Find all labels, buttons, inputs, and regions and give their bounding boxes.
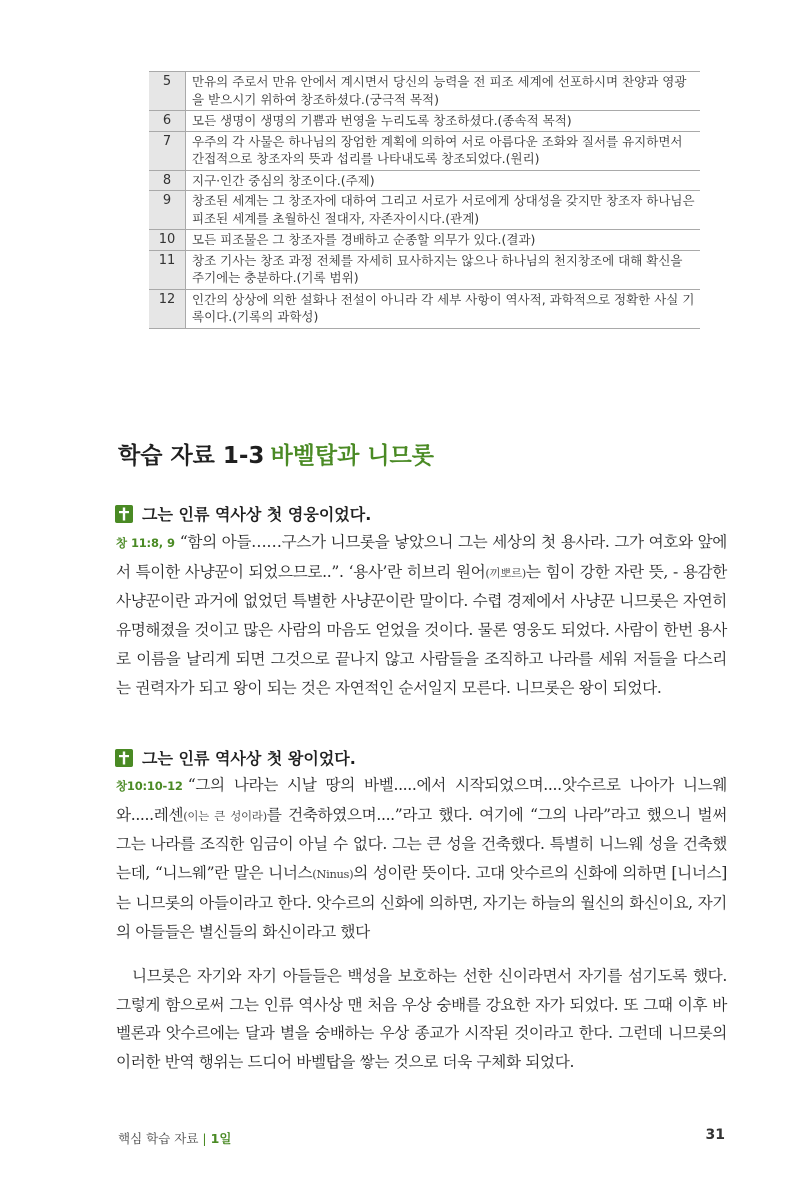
- subheading-text: 그는 인류 역사상 첫 영웅이었다.: [142, 505, 372, 524]
- row-text: 모든 피조물은 그 창조자를 경배하고 순종할 의무가 있다.(결과): [186, 230, 701, 251]
- row-text: 창조된 세계는 그 창조자에 대하여 그리고 서로가 서로에게 상대성을 갖지만 창조자 하나님은 피조된 세계를 초월하신 절대자, 자존자이시다.(관계): [186, 191, 701, 230]
- row-text: 창조 기사는 창조 과정 전체를 자세히 묘사하지는 않으나 하나님의 천지창조에 대해 확신을 주기에는 충분하다.(기록 범위): [186, 250, 701, 289]
- section-heading: 바벨탑과 니므롯: [270, 443, 434, 469]
- row-number: 11: [149, 250, 186, 289]
- row-text: 모든 생명이 생명의 기쁨과 번영을 누리도록 창조하셨다.(종속적 목적): [186, 111, 701, 132]
- page-footer: [118, 1129, 231, 1147]
- footer-separator: |: [202, 1131, 207, 1146]
- footer-day: 1일: [210, 1131, 232, 1146]
- paragraph-idolatry: 니므롯은 자기와 자기 아들들은 백성을 보호하는 선한 신이라면서 자기를 섬기도록 했다. 그렇게 함으로써 그는 인류 역사상 맨 처음 우상 숭배를 강요한 자가 되었다. 또 그때 이후 바벨론과 앗수르에는 달과 별을 숭배하는 우상 종교가 시작된 것이라고 한다. 그런데 니므롯의 이러한 반역 행위는 드디어 바벨탑을 쌓는 것으로 더욱 구체화 되었다.: [116, 967, 727, 1072]
- cross-icon: [115, 749, 133, 767]
- table-row: [149, 72, 700, 111]
- table-row: [149, 191, 700, 230]
- row-number: 7: [149, 131, 186, 170]
- row-text: 만유의 주로서 만유 안에서 계시면서 당신의 능력을 전 피조 세계에 선포하시며 찬양과 영광을 받으시기 위하여 창조하셨다.(궁극적 목적): [186, 72, 701, 111]
- row-text: 우주의 각 사물은 하나님의 장엄한 계획에 의하여 서로 아름다운 조화와 질서를 유지하면서 간접적으로 창조자의 뜻과 섭리를 나타내도록 창조되었다.(원리): [186, 131, 701, 170]
- paragraph-hero: 창 11:8, 9 “함의 아들……구스가 니므롯을 낳았으니 그는 세상의 첫 용사라. 그가 여호와 앞에서 특이한 사냥꾼이 되었으므로..”. ‘용사’란 히브리 원어(끼뽀르)는 힘이 강한 자란 뜻, - 용감한 사냥꾼이란 과거에 없었던 특별한 사냥꾼이란 말이다. 수렵 경제에서 사냥꾼 니므롯은 자연히 유명해졌을 것이고 많은 사람의 마음도 얻었을 것이다. 물론 영웅도 되었다. 사람이 한번 용사로 이름을 날리게 되면 그것으로 끝나지 않고 사람들을 조직하고 나라를 세워 저들을 다스리는 권력자가 되고 왕이 되는 것은 자연적인 순서일지 모른다. 니므롯은 왕이 되었다.: [116, 533, 728, 697]
- table-row: [149, 170, 700, 191]
- creation-principles-table: [149, 71, 700, 329]
- table-row: [149, 111, 700, 132]
- row-text: 인간의 상상에 의한 설화나 전설이 아니라 각 세부 사항이 역사적, 과학적으로 정확한 사실 기록이다.(기록의 과학성): [186, 289, 701, 328]
- row-text: 지구·인간 중심의 창조이다.(주제): [186, 170, 701, 191]
- row-number: 6: [149, 111, 186, 132]
- subheading-king: [115, 746, 356, 769]
- section-label: 학습 자료 1-3: [118, 443, 265, 469]
- row-number: 9: [149, 191, 186, 230]
- row-number: 5: [149, 72, 186, 111]
- row-number: 12: [149, 289, 186, 328]
- table-row: [149, 289, 700, 328]
- page-number: 31: [705, 1127, 725, 1143]
- section-title: [118, 437, 434, 470]
- cross-icon: [115, 505, 133, 523]
- table-row: [149, 250, 700, 289]
- subheading-text: 그는 인류 역사상 첫 왕이었다.: [142, 749, 356, 768]
- paragraph-king: 창10:10-12 “그의 나라는 시날 땅의 바벨.....에서 시작되었으며....앗수르로 나아가 니느웨와.....레센(이는 큰 성이라)를 건축하였으며....”라고 했다. 여기에 “그의 나라”라고 했으니 벌써 그는 나라를 조직한 임금이 아닐 수 없다. 그는 큰 성을 건축했다. 특별히 니느웨 성을 건축했는데, “니느웨”란 말은 니너스(Ninus)의 성이란 뜻이다. 고대 앗수르의 신화에 의하면 [니너스]는 니므롯의 아들이라고 한다. 앗수르의 신화에 의하면, 자기는 하늘의 월신의 화신이요, 자기의 아들들은 별신들의 화신이라고 했다: [116, 776, 727, 941]
- footer-label: 핵심 학습 자료: [118, 1131, 199, 1146]
- scripture-ref: 창10:10-12: [116, 779, 183, 793]
- table-row: [149, 131, 700, 170]
- scripture-ref: 창 11:8, 9: [116, 536, 175, 550]
- subheading-hero: [115, 502, 371, 525]
- table-row: [149, 230, 700, 251]
- row-number: 8: [149, 170, 186, 191]
- row-number: 10: [149, 230, 186, 251]
